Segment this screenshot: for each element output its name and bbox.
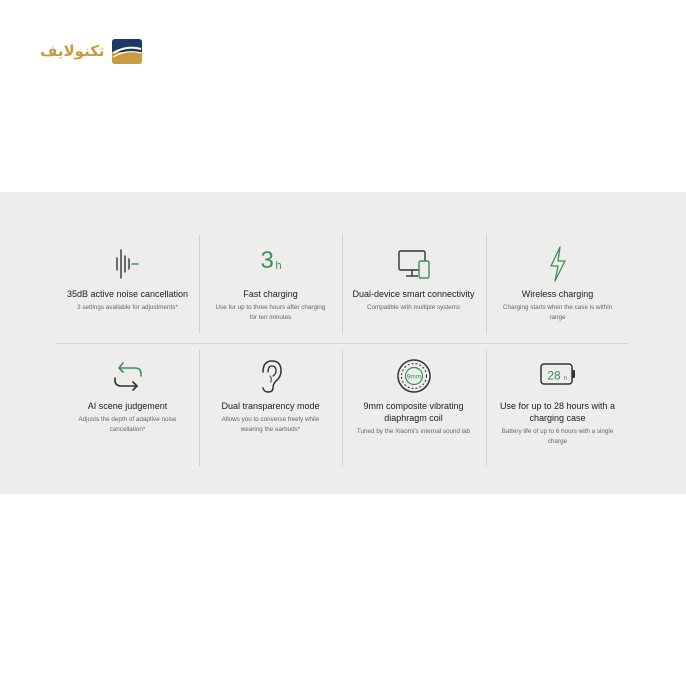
feature-diaphragm-coil (342, 356, 485, 437)
feature-band (0, 192, 686, 494)
sound-wave-icon (108, 244, 148, 284)
feature-title: Wireless charging (521, 289, 594, 299)
loop-arrows-icon (108, 356, 148, 396)
feature-title: 9mm composite vibrating diaphragm coil (363, 401, 464, 423)
feature-title: 35dB active noise cancellation (66, 289, 189, 299)
feature-noise-cancellation (56, 244, 199, 313)
badge-number: 3 (260, 247, 274, 274)
brand-logo[interactable] (40, 36, 143, 66)
feature-title: Dual transparency mode (221, 401, 320, 411)
feature-desc: Use for up to three hours after charging for ten minutes (215, 304, 326, 321)
feature-title: Dual-device smart connectivity (352, 289, 475, 299)
ear-icon (251, 356, 291, 396)
feature-transparency (199, 356, 342, 435)
badge-text: 9mm (406, 373, 421, 381)
feature-desc: Charging starts when the case is within range (502, 304, 613, 321)
row-divider (56, 343, 628, 344)
book-mark-icon (109, 36, 143, 66)
feature-dual-device (342, 244, 485, 313)
feature-desc: 3 settings available for adjustments* (77, 304, 178, 311)
speaker-coil-icon (394, 356, 434, 396)
feature-title: Use for up to 28 hours with a charging case (499, 401, 616, 423)
feature-desc: Battery life of up to 6 hours with a single charge (501, 428, 614, 445)
badge-unit: h (563, 376, 567, 382)
feature-fast-charging (199, 244, 342, 323)
lightning-icon (538, 244, 578, 284)
brand-name: تکنولایف (40, 42, 105, 60)
feature-title: AI scene judgement (87, 401, 168, 411)
feature-desc: Adjusts the depth of adaptive noise cancellation* (78, 416, 177, 433)
feature-battery-life (486, 356, 629, 447)
feature-desc: Compatible with multiple systems (366, 304, 461, 311)
feature-desc: Allows you to converse freely while wearing the earbuds* (221, 416, 320, 433)
feature-ai-scene (56, 356, 199, 435)
feature-title: Fast charging (243, 289, 298, 299)
battery-28h-icon (538, 356, 578, 396)
badge-number: 28 (546, 368, 561, 383)
badge-unit: h (275, 260, 282, 272)
three-hours-icon (251, 244, 291, 284)
feature-wireless-charging (486, 244, 629, 323)
feature-grid (56, 234, 628, 466)
monitor-phone-icon (394, 244, 434, 284)
feature-desc: Tuned by the Xiaomi's internal sound lab (356, 428, 471, 435)
